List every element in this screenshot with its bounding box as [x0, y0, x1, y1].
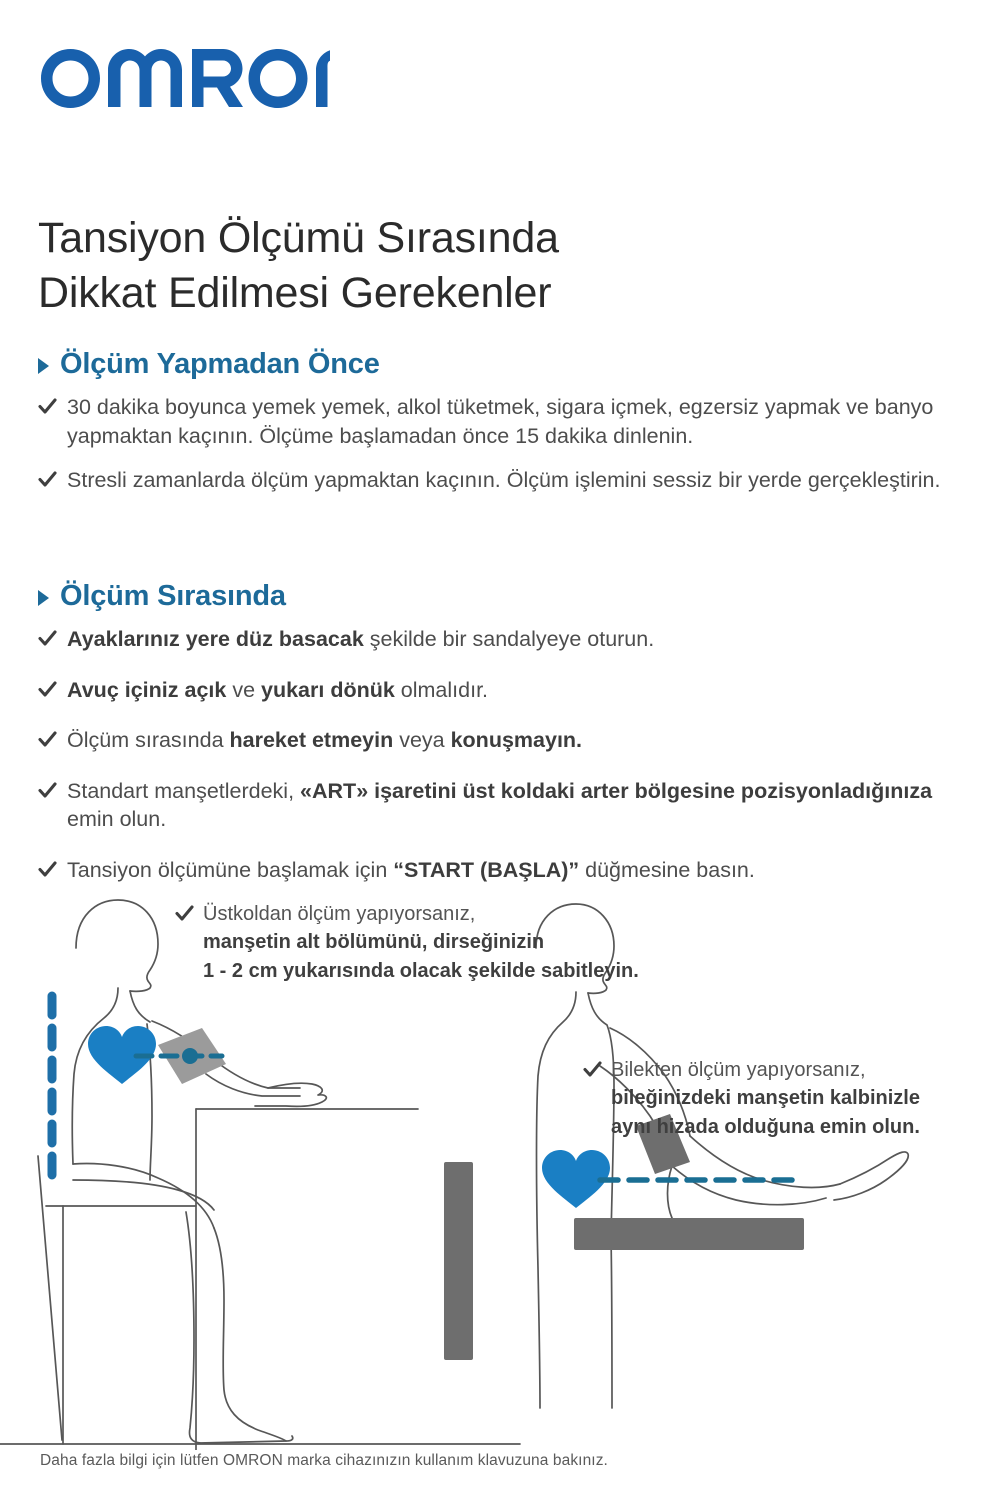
list-item [38, 726, 968, 755]
triangle-right-icon [38, 590, 49, 606]
list-item [38, 625, 968, 654]
list-item-text: Ölçüm sırasında hareket etmeyin veya konuşmayın. [67, 728, 583, 753]
vertical-bar-object [444, 1162, 473, 1360]
section-header [38, 348, 968, 381]
callout-line-3: 1 - 2 cm yukarısında olacak şekilde sabitleyin. [203, 959, 639, 982]
callout-upper-arm [175, 900, 775, 985]
list-item-text: 30 dakika boyunca yemek yemek, alkol tüketmek, sigara içmek, egzersiz yapmak ve banyo yapmaktan kaçının. Ölçüme başlamadan önce 15 dakika dinlenin. [67, 395, 934, 448]
section-before-measurement [38, 348, 968, 495]
list-item-text: Ayaklarınız yere düz basacak şekilde bir sandalyeye oturun. [67, 627, 655, 651]
list-item [38, 393, 968, 450]
page-title-line-2: Dikkat Edilmesi Gerekenler [38, 268, 552, 317]
list-item [38, 676, 968, 705]
list-item-text: Stresli zamanlarda ölçüm yapmaktan kaçının. Ölçüm işlemini sessiz bir yerde gerçekleştirin. [67, 468, 941, 493]
arm-rest-block [574, 1218, 804, 1250]
callout-wrist [583, 1056, 993, 1141]
check-icon [38, 629, 57, 653]
check-icon [175, 904, 194, 928]
section-during-measurement [38, 580, 968, 907]
list-item-text: Tansiyon ölçümüne başlamak için “START (BAŞLA)” düğmesine basın. [67, 857, 755, 882]
list-item-text: Avuç içiniz açık ve yukarı dönük olmalıdır. [67, 677, 489, 702]
footer-note: Daha fazla bilgi için lütfen OMRON marka cihazınızın kullanım klavuzuna bakınız. [40, 1452, 608, 1469]
triangle-right-icon [38, 358, 49, 374]
omron-logo [40, 48, 330, 110]
section-header [38, 580, 968, 613]
list-item [38, 777, 968, 834]
list-item [38, 856, 968, 885]
check-icon [38, 730, 57, 754]
check-icon [38, 680, 57, 704]
callout-line-2: manşetin alt bölümünü, dirseğinizin [203, 931, 545, 954]
check-icon [38, 470, 57, 494]
check-icon [38, 860, 57, 884]
page-title-line-1: Tansiyon Ölçümü Sırasında [38, 213, 559, 262]
callout-line-1: Bilekten ölçüm yapıyorsanız, [611, 1059, 866, 1081]
check-icon [38, 397, 57, 421]
callout-line-1: Üstkoldan ölçüm yapıyorsanız, [203, 903, 476, 925]
check-icon [583, 1060, 602, 1084]
check-icon [38, 781, 57, 805]
illustration-area [0, 888, 1000, 1450]
bullet-list [38, 393, 968, 495]
section-title: Ölçüm Yapmadan Önce [60, 348, 380, 380]
section-title: Ölçüm Sırasında [60, 580, 286, 612]
list-item [38, 466, 968, 495]
callout-line-2: bileğinizdeki manşetin kalbinizle [611, 1087, 920, 1110]
page-title [38, 211, 938, 321]
list-item-text: Standart manşetlerdeki, «ART» işaretini üst koldaki arter bölgesine pozisyonladığınıza emin olun. [67, 778, 933, 832]
bullet-list [38, 625, 968, 885]
callout-line-3: aynı hizada olduğuna emin olun. [611, 1115, 920, 1138]
